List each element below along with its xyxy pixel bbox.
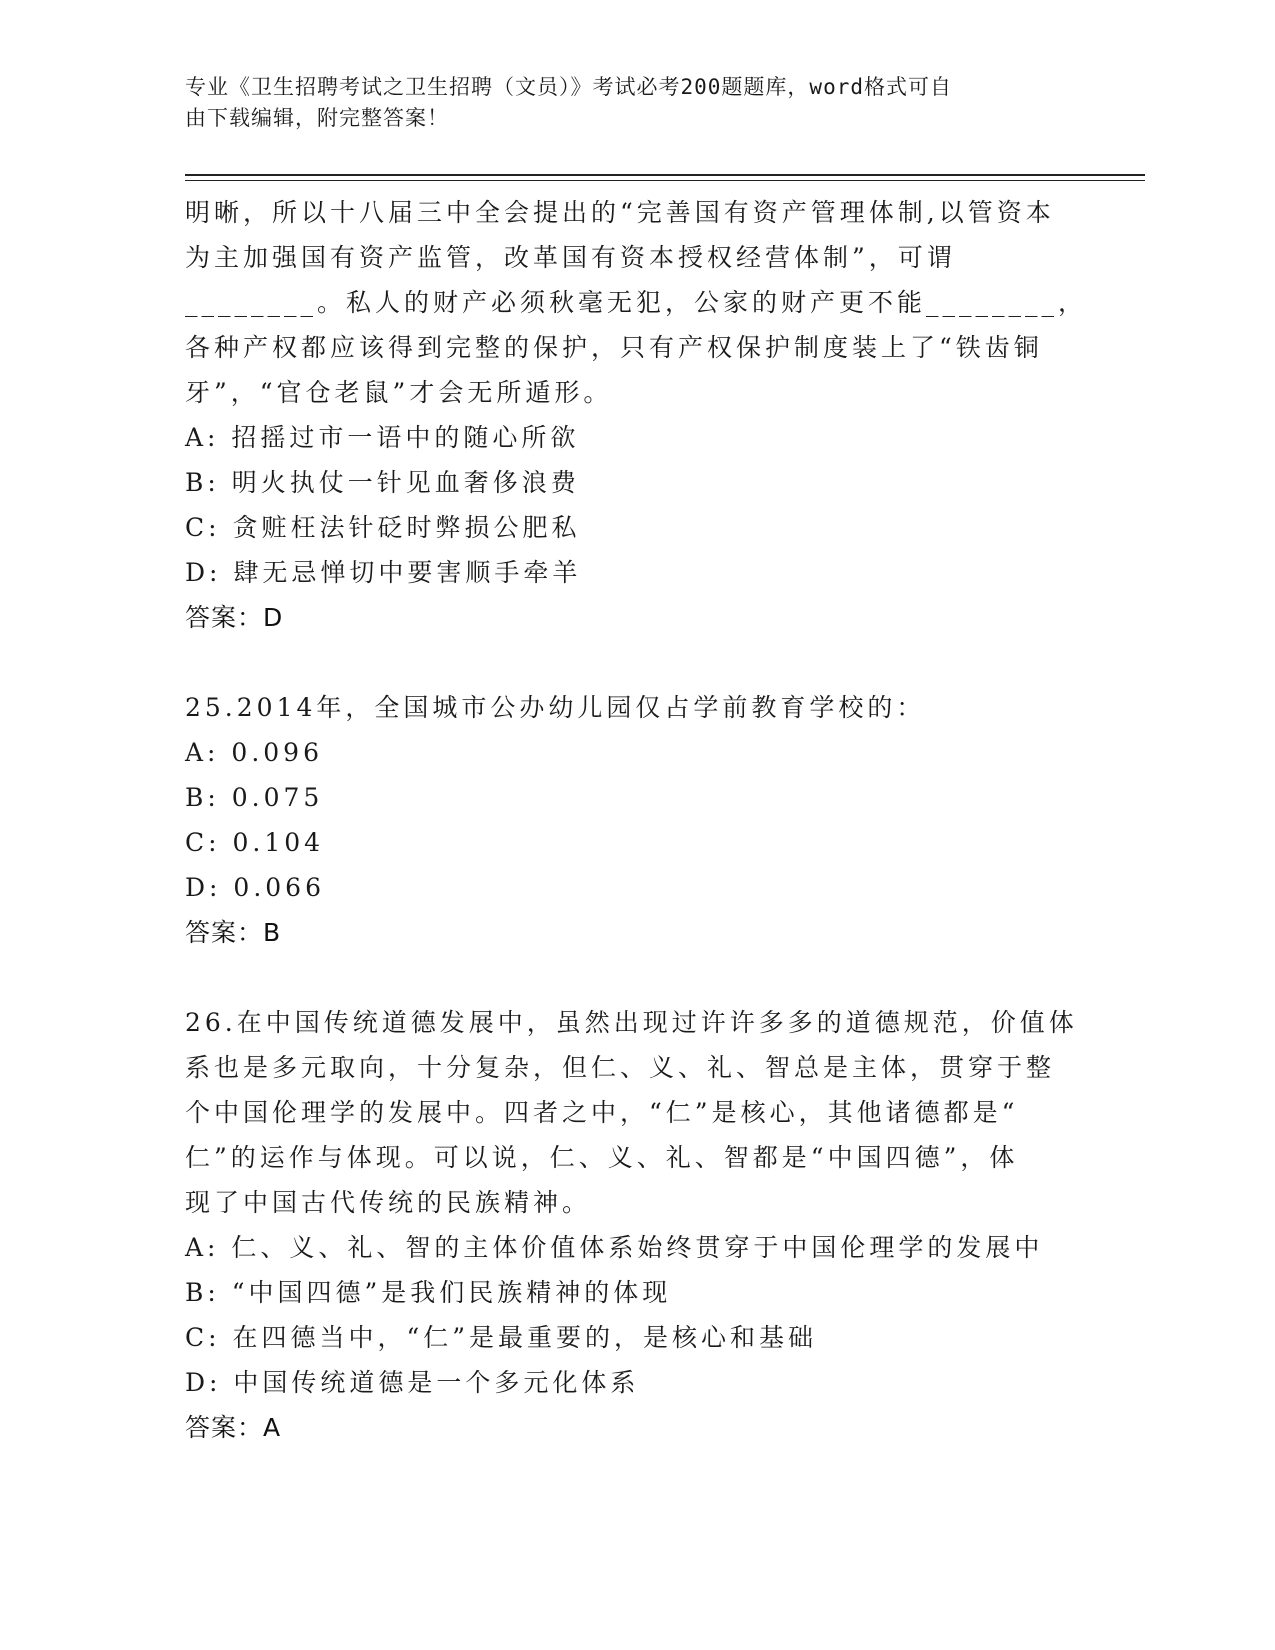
question-25 bbox=[185, 685, 1085, 955]
option-a: A: 仁、义、礼、智的主体价值体系始终贯穿于中国伦理学的发展中 bbox=[185, 1233, 1044, 1262]
answer-label: 答案：D bbox=[185, 603, 284, 632]
option-c: C: 0.104 bbox=[185, 828, 325, 857]
option-c: C: 在四德当中，“仁”是最重要的，是核心和基础 bbox=[185, 1323, 818, 1352]
header-rule-thin bbox=[185, 180, 1145, 181]
option-d: D: 中国传统道德是一个多元化体系 bbox=[185, 1368, 640, 1397]
question-stem-line: 个中国伦理学的发展中。四者之中，“仁”是核心，其他诸德都是“ bbox=[185, 1098, 1019, 1127]
option-b: B: 0.075 bbox=[185, 783, 324, 812]
question-stem-line: 系也是多元取向，十分复杂，但仁、义、礼、智总是主体，贯穿于整 bbox=[185, 1053, 1056, 1082]
question-stem-line: 25.2014年，全国城市公办幼儿园仅占学前教育学校的： bbox=[185, 693, 926, 722]
option-c: C: 贪赃枉法针砭时弊损公肥私 bbox=[185, 513, 581, 542]
question-24 bbox=[185, 190, 1088, 640]
question-gap bbox=[185, 955, 1085, 1000]
option-d: D: 0.066 bbox=[185, 873, 325, 902]
question-stem-line: 为主加强国有资产监管，改革国有资本授权经营体制”，可谓 bbox=[185, 243, 956, 272]
option-a: A: 招摇过市一语中的随心所欲 bbox=[185, 423, 580, 452]
option-b: B: 明火执仗一针见血奢侈浪费 bbox=[185, 468, 580, 497]
answer-label: 答案：B bbox=[185, 918, 282, 947]
question-stem-line: 26.在中国传统道德发展中，虽然出现过许许多多的道德规范，价值体 bbox=[185, 1008, 1078, 1037]
question-stem-line: 仁”的运作与体现。可以说，仁、义、礼、智都是“中国四德”，体 bbox=[185, 1143, 1019, 1172]
question-stem-line: 现了中国古代传统的民族精神。 bbox=[185, 1188, 592, 1217]
page-header bbox=[185, 72, 1065, 134]
question-content bbox=[185, 190, 1088, 1450]
option-d: D: 肆无忌惮切中要害顺手牵羊 bbox=[185, 558, 582, 587]
question-stem-line: 明晰，所以十八届三中全会提出的“完善国有资产管理体制,以管资本 bbox=[185, 198, 1055, 227]
question-stem-line: ________。私人的财产必须秋毫无犯，公家的财产更不能________， bbox=[185, 288, 1088, 317]
header-line-2: 由下载编辑，附完整答案！ bbox=[185, 106, 449, 130]
option-a: A: 0.096 bbox=[185, 738, 323, 767]
question-stem-line: 各种产权都应该得到完整的保护，只有产权保护制度装上了“铁齿铜 bbox=[185, 333, 1043, 362]
answer-label: 答案：A bbox=[185, 1413, 282, 1442]
header-line-1: 专业《卫生招聘考试之卫生招聘（文员）》考试必考200题题库，word格式可自 bbox=[185, 75, 952, 99]
header-rule-thick bbox=[185, 174, 1145, 176]
question-stem-line: 牙”，“官仓老鼠”才会无所遁形。 bbox=[185, 378, 613, 407]
question-26 bbox=[185, 1000, 1085, 1450]
question-gap bbox=[185, 640, 1085, 685]
option-b: B: “中国四德”是我们民族精神的体现 bbox=[185, 1278, 672, 1307]
